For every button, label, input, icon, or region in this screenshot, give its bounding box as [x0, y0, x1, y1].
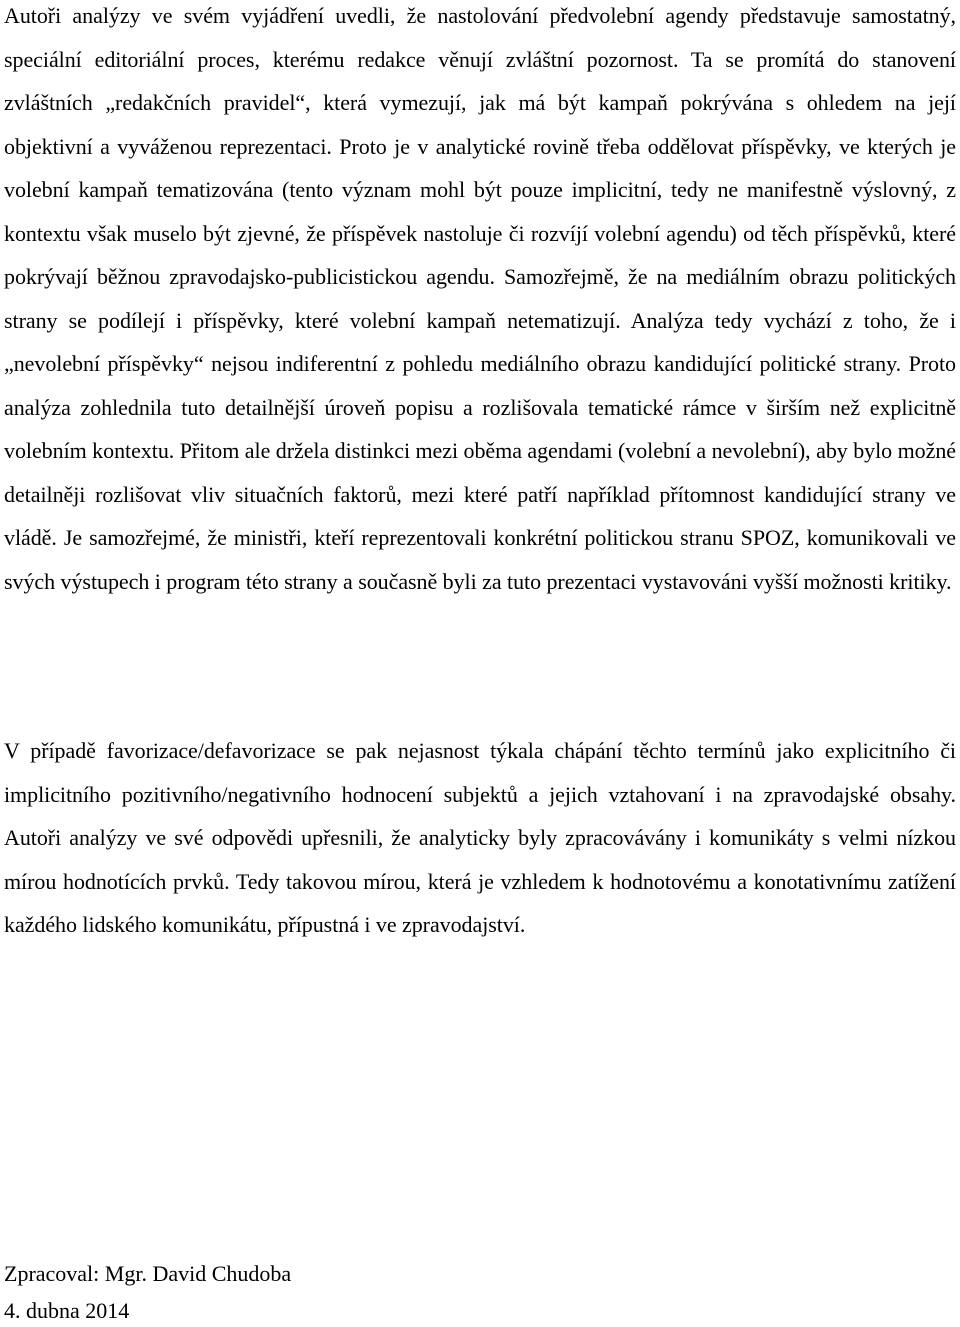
paragraph-1: Autoři analýzy ve svém vyjádření uvedli, že nastolování předvolební agendy představuje samostatný, speciální editoriální proces, kterému redakce věnují zvláštní pozornost. Ta se promítá do stanovení zvláštních „redakčních pravidel“, která vymezují, jak má být kampaň pokrývána s ohledem na její objektivní a vyváženou reprezentaci. Proto je v analytické rovině třeba oddělovat příspěvky, ve kterých je volební kampaň tematizována (tento význam mohl být pouze implicitní, tedy ne manifestně výslovný, z kontextu však muselo být zjevné, že příspěvek nastoluje či rozvíjí volební agendu) od těch příspěvků, které pokrývají běžnou zpravodajsko-publicistickou agendu. Samozřejmě, že na mediálním obrazu politických strany se podílejí i příspěvky, které volební kampaň netematizují. Analýza tedy vychází z toho, že i „nevolební příspěvky“ nejsou indiferentní z pohledu mediálního obrazu kandidující politické strany. Proto analýza zohlednila tuto detailnější úroveň popisu a rozlišovala tematické rámce v širším než explicitně volebním kontextu. Přitom ale držela distinkci mezi oběma agendami (volební a nevolební), aby bylo možné detailněji rozlišovat vliv situačních faktorů, mezi které patří například přítomnost kandidující strany ve vládě. Je samozřejmé, že ministři, kteří reprezentovali konkrétní politickou stranu SPOZ, komunikovali ve svých výstupech i program této strany a současně byli za tuto prezentaci vystavováni vyšší možnosti kritiky. — [4, 3, 956, 594]
document-date: 4. dubna 2014 — [4, 1298, 130, 1323]
paragraph-2: V případě favorizace/defavorizace se pak nejasnost týkala chápání těchto termínů jako explicitního či implicitního pozitivního/negativního hodnocení subjektů a jejich vztahovaní i na zpravodajské obsahy. Autoři analýzy ve své odpovědi upřesnili, že analyticky byly zpracovávány i komunikáty s velmi nízkou mírou hodnotících prvků. Tedy takovou mírou, která je vzhledem k hodnotovému a konotativnímu zatížení každého lidského komunikátu, přípustná i ve zpravodajství. — [4, 738, 956, 937]
author-signature: Zpracoval: Mgr. David Chudoba — [4, 1261, 292, 1286]
